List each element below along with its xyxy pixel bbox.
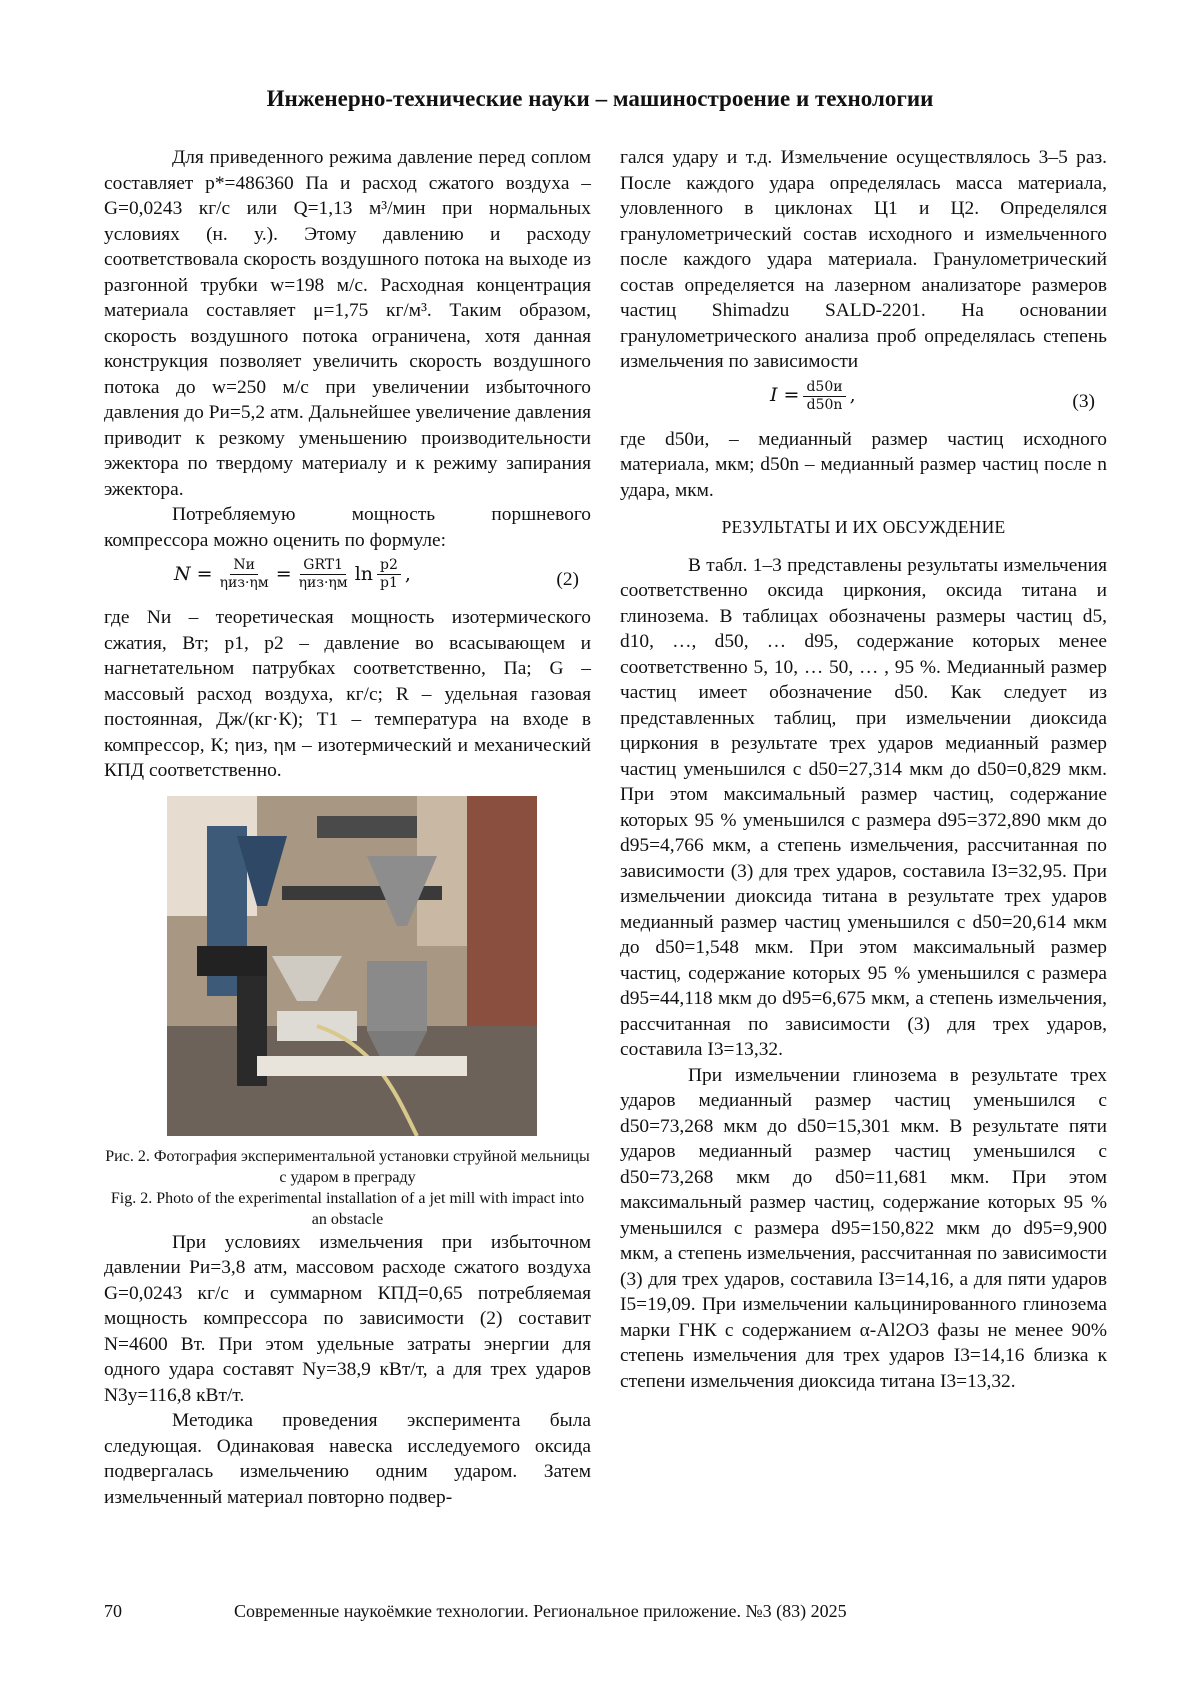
equation-number: (3)	[1072, 390, 1095, 412]
frac-bottom: d50n	[806, 396, 843, 413]
frac-bottom: ηиз·ηм	[298, 575, 348, 591]
formula-tail: ,	[849, 384, 856, 407]
frac-top: d50и	[803, 379, 845, 397]
frac-bottom: ηиз·ηм	[219, 575, 269, 591]
formula-2	[104, 555, 591, 605]
formula-lhs: I =	[770, 384, 800, 407]
formula-tail: ,	[404, 562, 411, 585]
paragraph: гался удару и т.д. Измельчение осуществлялось 3–5 раз. После каждого удара определялась масса материала, уловленного в циклонах Ц1 и Ц2. Определялся гранулометрический состав исходного и измельченного после каждого удара материала. Гранулометрический состав определяется на лазерном анализаторе размеров частиц Shimadzu SALD-2201. На основании гранулометрического анализа проб определялась степень измельчения по зависимости	[620, 147, 1107, 372]
formula-3	[620, 377, 1107, 427]
paragraph: где Nи – теоретическая мощность изотермического сжатия, Вт; p1, p2 – давление во всасывающем и нагнетательном патрубках соответственно, Па; G – массовый расход воздуха, кг/с; R – удельная газовая постоянная, Дж/(кг·К); T1 – температура на входе в компрессор, К; ηиз, ηм – изотермический и механический КПД соответственно.	[104, 607, 591, 781]
left-column	[104, 145, 591, 1510]
paragraph: где d50и, – медианный размер частиц исходного материала, мкм; d50n – медианный размер частиц после n удара, мкм.	[620, 428, 1107, 501]
paragraph: При условиях измельчения при избыточном давлении Pи=3,8 атм, массовом расходе сжатого воздуха G=0,0243 кг/с и суммарном КПД=0,65 потребляемая мощность компрессора по зависимости (2) составит N=4600 Вт. При этом удельные затраты энергии для одного удара составят Nу=38,9 кВт/т, а для трех ударов N3у=116,8 кВт/т.	[104, 1231, 591, 1406]
equals: =	[275, 562, 292, 585]
page-number: 70	[104, 1601, 122, 1621]
right-column	[620, 145, 1107, 1394]
paragraph: В табл. 1–3 представлены результаты измельчения соответственно оксида циркония, оксида титана и глинозема. В таблицах обозначены размеры частиц d5, d10, …, d50, … d95, содержание которых менее соответственно 5, 10, … 50, … , 95 %. Медианный размер частиц имеет обозначение d50. Как следует из представленных таблиц, при измельчении диоксида циркония в результате трех ударов медианный размер частиц уменьшился с d50=27,314 мкм до d50=0,829 мкм. При этом максимальный размер частиц, содержание которых 95 % уменьшился с размера d95=372,890 мкм до d95=4,766 мкм, а степень измельчения, рассчитанная по зависимости (3) для трех ударов, составила I3=32,95. При измельчении диоксида титана в результате трех ударов медианный размер частиц уменьшился с d50=20,614 мкм до d50=1,548 мкм. При этом максимальный размер частиц, содержание которых 95 % уменьшился с размера d95=44,118 мкм до d95=6,675 мкм, а степень измельчения, рассчитанная по зависимости (3) для трех ударов, составила I3=13,32.	[620, 554, 1107, 1060]
equation-number: (2)	[556, 569, 579, 590]
frac-top: GRT1	[300, 557, 346, 575]
jet-mill-photo-illustration	[167, 796, 537, 1136]
figure-caption-ru: Рис. 2. Фотография экспериментальной установки струйной мельницы с ударом в преграду	[105, 1147, 590, 1186]
paragraph: Методика проведения эксперимента была следующая. Одинаковая навеска исследуемого оксида подвергалась измельчению одним ударом. Затем измельченный материал повторно подвер-	[104, 1410, 591, 1508]
journal-title: Современные наукоёмкие технологии. Региональное приложение. №3 (83) 2025	[234, 1601, 847, 1621]
figure-caption-en: Fig. 2. Photo of the experimental installation of a jet mill with impact into an obstacle	[110, 1189, 585, 1228]
figure-photo	[167, 796, 537, 1136]
formula-lhs: N =	[174, 562, 213, 585]
section-title: РЕЗУЛЬТАТЫ И ИХ ОБСУЖДЕНИЕ	[721, 517, 1006, 537]
paragraph: Потребляемую мощность поршневого компрессора можно оценить по формуле:	[104, 504, 591, 551]
frac-top: Nи	[230, 557, 258, 575]
frac-top: p2	[377, 557, 401, 575]
ln: ln	[354, 562, 374, 585]
page-header: Инженерно-технические науки – машиностроение и технологии	[266, 86, 934, 111]
paragraph: Для приведенного режима давление перед соплом составляет p*=486360 Па и расход сжатого воздуха – G=0,0243 кг/с или Q=1,13 м³/мин при нормальных условиях (н. у.). Этому давлению и расходу соответствовала скорость воздушного потока на выходе из разгонной трубки w=198 м/с. Расходная концентрация материала составляет μ=1,75 кг/м³. Таким образом, скорость воздушного потока ограничена, хотя данная конструкция позволяет увеличить скорость воздушного потока до w=250 м/с при увеличении избыточного давления до Pи=5,2 атм. Дальнейшее увеличение давления приводит к резкому уменьшению производительности эжектора по твердому материалу и к режиму запирания эжектора.	[104, 147, 591, 500]
paragraph: При измельчении глинозема в результате трех ударов медианный размер частиц уменьшился с d50=73,268 мкм до d50=15,301 мкм. В результате пяти ударов медианный размер частиц уменьшился с d50=73,268 мкм до d50=11,681 мкм. При этом максимальный размер частиц, содержание которых 95 % уменьшился с размера d95=150,822 мкм до d95=9,900 мкм, а степень измельчения, рассчитанная по зависимости (3) для трех ударов, составила I3=14,16, а для пяти ударов I5=19,09. При измельчении кальцинированного глинозема марки ГНК с содержанием α-Al2O3 фазы не менее 90% степень измельчения для трех ударов I3=14,16 близка к степени измельчения диоксида титана I3=13,32.	[620, 1064, 1107, 1392]
frac-bottom: p1	[380, 575, 398, 591]
